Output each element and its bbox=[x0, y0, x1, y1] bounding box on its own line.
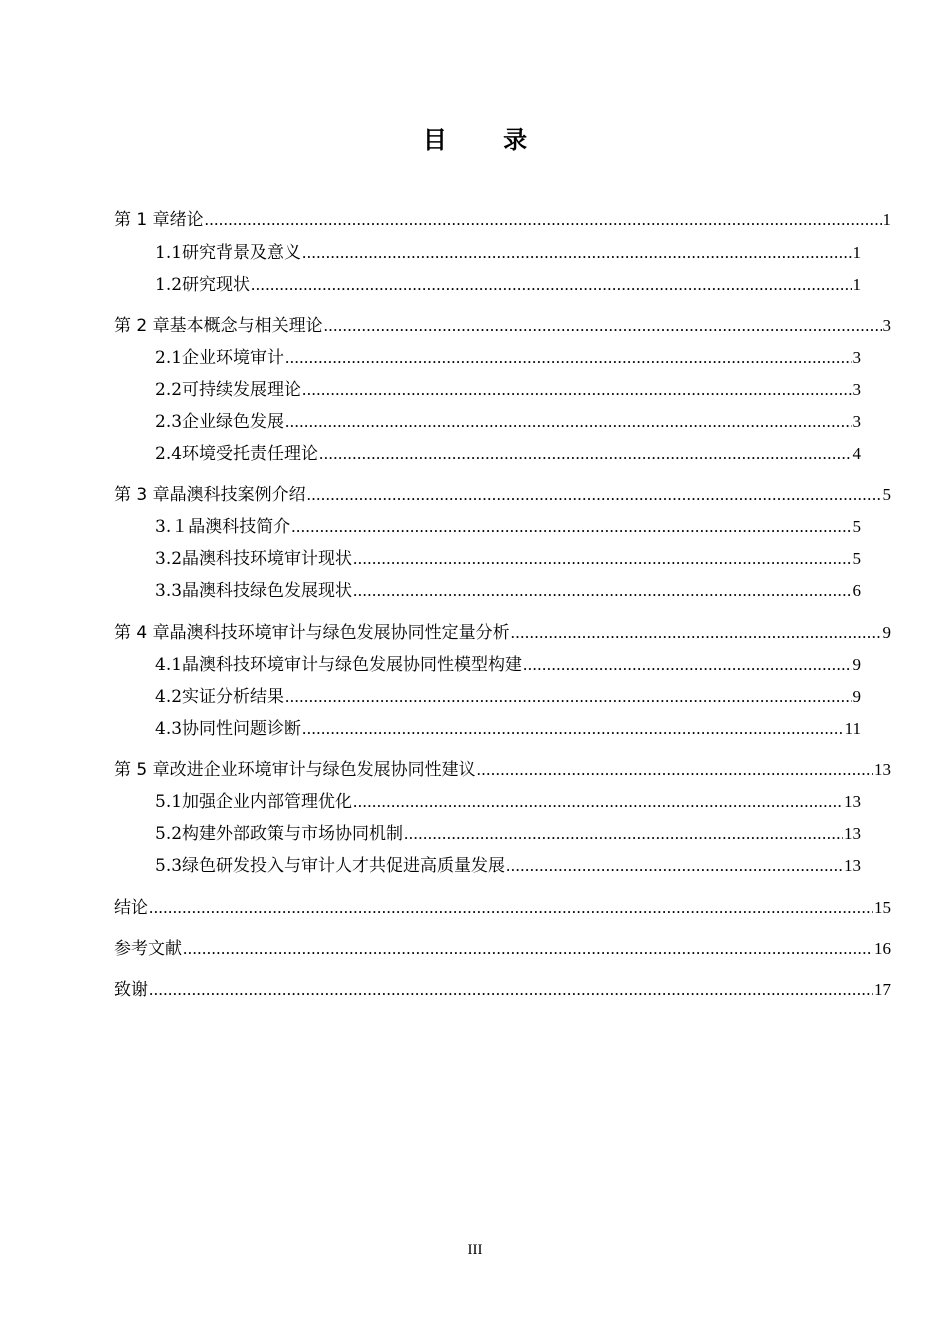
toc-dot-leader bbox=[291, 511, 851, 543]
toc-entry-title: 实证分析结果 bbox=[182, 687, 285, 707]
toc-entry-number: 5.2 bbox=[155, 824, 183, 844]
toc-dot-leader bbox=[523, 649, 851, 681]
toc-entry-title: 研究现状 bbox=[182, 275, 251, 295]
toc-entry-title: 协同性问题诊断 bbox=[182, 719, 302, 739]
toc-dot-leader bbox=[183, 933, 873, 965]
toc-entry-number: 第 1 章 bbox=[114, 210, 170, 230]
toc-chapter-entry[interactable] bbox=[114, 974, 891, 1006]
page-title: 目 录 bbox=[422, 126, 552, 154]
toc-dot-leader bbox=[285, 681, 851, 713]
toc-entry-number: 4.3 bbox=[155, 719, 183, 739]
toc-dot-leader bbox=[353, 575, 851, 607]
toc-entry-page: 3 bbox=[852, 348, 861, 367]
toc-dot-leader bbox=[149, 974, 873, 1006]
toc-chapter-entry[interactable] bbox=[114, 892, 891, 924]
toc-entry-page: 13 bbox=[844, 856, 861, 875]
toc-section-entry[interactable] bbox=[155, 406, 861, 438]
toc-section-entry[interactable] bbox=[155, 269, 861, 301]
toc-section-entry[interactable] bbox=[155, 713, 861, 745]
page-number-footer: III bbox=[467, 1242, 483, 1258]
toc-entry-number: 1.2 bbox=[155, 275, 183, 295]
toc-section-entry[interactable] bbox=[155, 786, 861, 818]
toc-entry-number: 3.3 bbox=[155, 581, 183, 601]
toc-dot-leader bbox=[477, 754, 873, 786]
toc-entry-page: 3 bbox=[852, 380, 861, 399]
toc-dot-leader bbox=[353, 786, 843, 818]
toc-dot-leader bbox=[511, 617, 882, 649]
toc-entry-number: 2.4 bbox=[155, 444, 183, 464]
toc-section-entry[interactable] bbox=[155, 649, 861, 681]
toc-dot-leader bbox=[302, 713, 844, 745]
toc-entry-number: 第 5 章 bbox=[114, 760, 170, 780]
toc-entry-title: 基本概念与相关理论 bbox=[169, 316, 323, 336]
toc-dot-leader bbox=[302, 374, 851, 406]
toc-entry-number: 4.2 bbox=[155, 687, 183, 707]
toc-section-entry[interactable] bbox=[155, 850, 861, 882]
toc-entry-page: 1 bbox=[852, 243, 861, 262]
toc-entry-title: 致谢 bbox=[114, 980, 148, 1000]
toc-entry-number: 第 4 章 bbox=[114, 623, 170, 643]
toc-entry-title: 晶澳科技环境审计与绿色发展协同性定量分析 bbox=[169, 623, 510, 643]
toc-chapter-entry[interactable] bbox=[114, 933, 891, 965]
toc-entry-page: 5 bbox=[852, 517, 861, 536]
toc-entry-title: 晶澳科技简介 bbox=[188, 517, 291, 537]
toc-entry-page: 5 bbox=[882, 485, 891, 504]
toc-dot-leader bbox=[285, 406, 851, 438]
toc-entry-title: 晶澳科技案例介绍 bbox=[169, 485, 306, 505]
toc-entry-page: 11 bbox=[844, 719, 861, 738]
toc-chapter-entry[interactable] bbox=[114, 310, 891, 342]
toc-dot-leader bbox=[149, 892, 873, 924]
toc-entry-title: 构建外部政策与市场协同机制 bbox=[182, 824, 404, 844]
toc-entry-page: 1 bbox=[852, 275, 861, 294]
toc-entry-title: 绿色研发投入与审计人才共促进高质量发展 bbox=[182, 856, 506, 876]
toc-entry-page: 13 bbox=[844, 824, 861, 843]
toc-entry-title: 企业绿色发展 bbox=[182, 412, 285, 432]
toc-entry-page: 5 bbox=[852, 549, 861, 568]
toc-section-entry[interactable] bbox=[155, 237, 861, 269]
toc-section-entry[interactable] bbox=[155, 575, 861, 607]
toc-dot-leader bbox=[307, 479, 882, 511]
toc-entry-page: 16 bbox=[874, 939, 891, 958]
toc-entry-title: 晶澳科技环境审计现状 bbox=[182, 549, 353, 569]
toc-chapter-entry[interactable] bbox=[114, 754, 891, 786]
toc-entry-page: 17 bbox=[874, 980, 891, 999]
toc-entry-number: 3.2 bbox=[155, 549, 183, 569]
toc-entry-page: 15 bbox=[874, 898, 891, 917]
toc-dot-leader bbox=[302, 237, 851, 269]
toc-section-entry[interactable] bbox=[155, 438, 861, 470]
toc-entry-number: 1.1 bbox=[155, 243, 183, 263]
toc-entry-page: 6 bbox=[852, 581, 861, 600]
toc-entry-number: 5.1 bbox=[155, 792, 183, 812]
toc-dot-leader bbox=[324, 310, 882, 342]
toc-entry-title: 改进企业环境审计与绿色发展协同性建议 bbox=[169, 760, 476, 780]
toc-dot-leader bbox=[205, 204, 882, 236]
toc-entry-title: 结论 bbox=[114, 898, 148, 918]
toc-entry-title: 晶澳科技环境审计与绿色发展协同性模型构建 bbox=[182, 655, 523, 675]
toc-entry-title: 可持续发展理论 bbox=[182, 380, 302, 400]
toc-entry-number: 第 2 章 bbox=[114, 316, 170, 336]
toc-section-entry[interactable] bbox=[155, 511, 861, 543]
toc-entry-number: 2.3 bbox=[155, 412, 183, 432]
toc-chapter-entry[interactable] bbox=[114, 479, 891, 511]
toc-section-entry[interactable] bbox=[155, 818, 861, 850]
toc-entry-page: 9 bbox=[882, 623, 891, 642]
toc-section-entry[interactable] bbox=[155, 543, 861, 575]
toc-entry-page: 13 bbox=[874, 760, 891, 779]
toc-entry-title: 参考文献 bbox=[114, 939, 182, 959]
toc-chapter-entry[interactable] bbox=[114, 204, 891, 236]
toc-section-entry[interactable] bbox=[155, 342, 861, 374]
toc-entry-page: 9 bbox=[852, 687, 861, 706]
toc-dot-leader bbox=[506, 850, 843, 882]
toc-dot-leader bbox=[353, 543, 851, 575]
toc-entry-title: 企业环境审计 bbox=[182, 348, 285, 368]
toc-entry-page: 3 bbox=[852, 412, 861, 431]
toc-entry-number: 5.3 bbox=[155, 856, 183, 876]
toc-entry-page: 3 bbox=[882, 316, 891, 335]
toc-section-entry[interactable] bbox=[155, 681, 861, 713]
toc-dot-leader bbox=[319, 438, 851, 470]
toc-dot-leader bbox=[404, 818, 843, 850]
toc-entry-number: 第 3 章 bbox=[114, 485, 170, 505]
toc-dot-leader bbox=[285, 342, 851, 374]
toc-entry-page: 1 bbox=[882, 210, 891, 229]
toc-entry-title: 研究背景及意义 bbox=[182, 243, 302, 263]
toc-entry-number: 2.1 bbox=[155, 348, 183, 368]
toc-entry-number: 2.2 bbox=[155, 380, 183, 400]
toc-entry-page: 9 bbox=[852, 655, 861, 674]
toc-entry-title: 加强企业内部管理优化 bbox=[182, 792, 353, 812]
toc-entry-number: 3.１ bbox=[155, 517, 189, 537]
toc-chapter-entry[interactable] bbox=[114, 617, 891, 649]
toc-entry-title: 晶澳科技绿色发展现状 bbox=[182, 581, 353, 601]
toc-entry-number: 4.1 bbox=[155, 655, 183, 675]
toc-entry-page: 13 bbox=[844, 792, 861, 811]
toc-entry-title: 绪论 bbox=[169, 210, 204, 230]
toc-entry-title: 环境受托责任理论 bbox=[182, 444, 319, 464]
toc-section-entry[interactable] bbox=[155, 374, 861, 406]
toc-entry-page: 4 bbox=[852, 444, 861, 463]
toc-dot-leader bbox=[251, 269, 851, 301]
